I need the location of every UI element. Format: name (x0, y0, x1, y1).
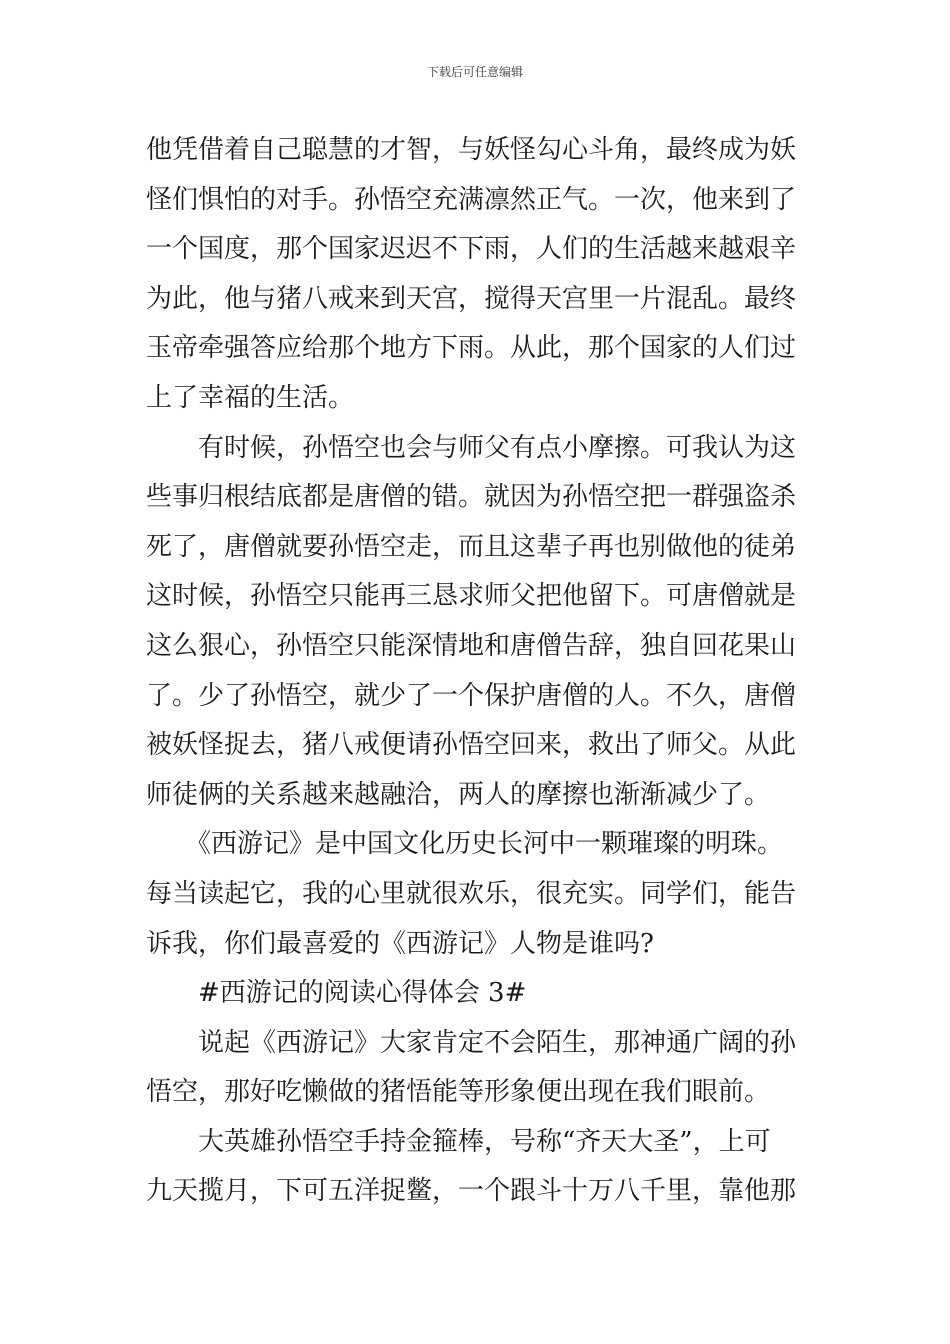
text-line: 玉帝牵强答应给那个地方下雨。从此，那个国家的人们过 (146, 333, 797, 364)
text-line: 些事归根结底都是唐僧的错。就因为孙悟空把一群强盗杀 (146, 482, 797, 513)
text-line: 为此，他与猪八戒来到天宫，搅得天宫里一片混乱。最终 (146, 283, 797, 314)
section-heading: #西游记的阅读心得体会 3# (146, 978, 527, 1009)
text-line: 一个国度，那个国家迟迟不下雨，人们的生活越来越艰辛 (146, 234, 797, 265)
text-line: 这么狠心，孙悟空只能深情地和唐僧告辞，独自回花果山 (146, 630, 797, 661)
page-header: 下载后可任意编辑 (426, 65, 523, 79)
text-line: 了。少了孙悟空，就少了一个保护唐僧的人。不久，唐僧 (146, 680, 797, 711)
document-body (146, 126, 816, 1217)
text-line: 九天揽月，下可五洋捉鳖，一个跟斗十万八千里，靠他那 (146, 1176, 797, 1207)
text-line: 他凭借着自己聪慧的才智，与妖怪勾心斗角，最终成为妖 (146, 135, 797, 165)
text-line: 死了，唐僧就要孙悟空走，而且这辈子再也别做他的徒弟 (146, 531, 797, 562)
text-line: 悟空，那好吃懒做的猪悟能等形象便出现在我们眼前。 (146, 1077, 771, 1108)
text-line: 这时候，孙悟空只能再三恳求师父把他留下。可唐僧就是 (146, 581, 797, 612)
text-line: 有时候，孙悟空也会与师父有点小摩擦。可我认为这 (146, 432, 797, 463)
text-line: 每当读起它，我的心里就很欢乐，很充实。同学们，能告 (146, 878, 797, 909)
text-line: 诉我，你们最喜爱的《西游记》人物是谁吗? (146, 928, 654, 959)
text-line: 说起《西游记》大家肯定不会陌生，那神通广阔的孙 (146, 1027, 797, 1058)
text-line: 上了幸福的生活。 (146, 382, 355, 413)
text-line: 《西游记》是中国文化历史长河中一颗璀璨的明珠。 (146, 829, 784, 860)
text-line: 被妖怪捉去，猪八戒便请孙悟空回来，救出了师父。从此 (146, 730, 797, 761)
text-line: 怪们惧怕的对手。孙悟空充满凛然正气。一次，他来到了 (146, 184, 797, 215)
text-line: 大英雄孙悟空手持金箍棒，号称“齐天大圣”，上可 (146, 1126, 771, 1157)
text-line: 师徒俩的关系越来越融洽，两人的摩擦也渐渐减少了。 (146, 779, 771, 810)
